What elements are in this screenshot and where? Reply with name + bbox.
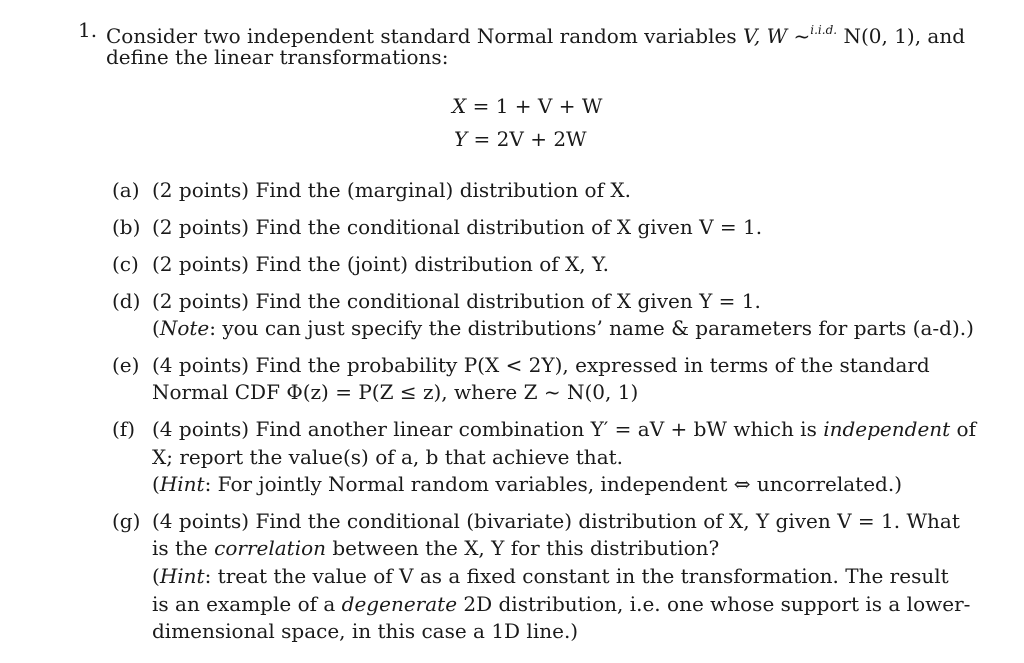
part-g-line-5: dimensional space, in this case a 1D line.) bbox=[152, 619, 579, 643]
part-f-text-b: of bbox=[950, 417, 977, 441]
part-g-points: (4 points) bbox=[152, 509, 250, 533]
part-c-text: Find the (joint) distribution of X, Y. bbox=[255, 252, 610, 276]
part-a-text: Find the (marginal) distribution of X. bbox=[255, 178, 631, 202]
part-g-hint-text: : treat the value of V as a fixed constant in the transformation. The result bbox=[204, 564, 949, 588]
part-e-line-2: Normal CDF Φ(z) = P(Z ≤ z), where Z ~ N(0, 1) bbox=[152, 380, 639, 404]
part-a-label: (a) bbox=[112, 178, 140, 202]
part-d-note-word: Note bbox=[159, 316, 210, 340]
part-g-line4-a: is an example of a bbox=[152, 592, 342, 616]
part-d bbox=[152, 287, 761, 315]
part-c-points: (2 points) bbox=[152, 252, 250, 276]
part-e-label: (e) bbox=[112, 353, 140, 377]
part-g-line2-a: is the bbox=[152, 536, 215, 560]
part-g-label: (g) bbox=[112, 509, 141, 533]
equation-y-rhs: = 2V + 2W bbox=[467, 127, 587, 151]
part-g-hint-word: Hint bbox=[159, 564, 205, 588]
part-f-label: (f) bbox=[112, 417, 136, 441]
equation-y-lhs: Y bbox=[454, 127, 468, 151]
part-g-line4-b: 2D distribution, i.e. one whose support is a lower- bbox=[457, 592, 971, 616]
part-a bbox=[152, 176, 631, 204]
part-f-text-em: independent bbox=[823, 417, 951, 441]
part-c bbox=[152, 250, 609, 278]
part-f bbox=[152, 415, 976, 443]
part-e bbox=[152, 351, 930, 379]
part-a-points: (2 points) bbox=[152, 178, 250, 202]
part-g-hint-open: ( bbox=[152, 564, 160, 588]
part-d-note-prefix: ( bbox=[152, 316, 160, 340]
part-f-text-a: Find another linear combination Y′ = aV + bW which is bbox=[255, 417, 824, 441]
part-g-hint bbox=[152, 562, 949, 590]
part-d-label: (d) bbox=[112, 289, 141, 313]
part-g-text: Find the conditional (bivariate) distribution of X, Y given V = 1. What bbox=[255, 509, 960, 533]
part-f-line-2: X; report the value(s) of a, b that achieve that. bbox=[152, 445, 624, 469]
part-d-points: (2 points) bbox=[152, 289, 250, 313]
equation-x-lhs: X bbox=[452, 94, 467, 118]
part-g-line2-b: between the X, Y for this distribution? bbox=[326, 536, 720, 560]
equation-y bbox=[454, 125, 587, 153]
equation-x bbox=[452, 92, 602, 120]
part-f-hint-text: : For jointly Normal random variables, independent ⇔ uncorrelated.) bbox=[204, 472, 902, 496]
part-d-note-text: : you can just specify the distributions’ name & parameters for parts (a-d).) bbox=[209, 316, 974, 340]
intro-line-2: define the linear transformations: bbox=[106, 45, 449, 69]
part-f-points: (4 points) bbox=[152, 417, 250, 441]
part-d-text: Find the conditional distribution of X given Y = 1. bbox=[255, 289, 761, 313]
part-f-hint-open: ( bbox=[152, 472, 160, 496]
part-g-line2-em: correlation bbox=[214, 536, 327, 560]
part-g-line-4 bbox=[152, 590, 970, 618]
part-g-line-2 bbox=[152, 534, 719, 562]
intro-text-b: N(0, 1), and bbox=[837, 24, 966, 48]
part-b-label: (b) bbox=[112, 215, 141, 239]
equation-x-rhs: = 1 + V + W bbox=[466, 94, 603, 118]
part-e-points: (4 points) bbox=[152, 353, 250, 377]
intro-vars: V, W bbox=[742, 24, 788, 48]
part-d-note bbox=[152, 314, 974, 342]
intro-text-a: Consider two independent standard Normal random variables bbox=[106, 24, 743, 48]
part-b bbox=[152, 213, 762, 241]
problem-number: 1. bbox=[78, 18, 98, 42]
part-b-text: Find the conditional distribution of X given V = 1. bbox=[255, 215, 763, 239]
part-f-hint-word: Hint bbox=[159, 472, 205, 496]
intro-iid: i.i.d. bbox=[810, 23, 838, 37]
part-c-label: (c) bbox=[112, 252, 139, 276]
part-b-points: (2 points) bbox=[152, 215, 250, 239]
part-e-text: Find the probability P(X < 2Y), expressed in terms of the standard bbox=[255, 353, 930, 377]
part-g bbox=[152, 507, 960, 535]
part-f-hint bbox=[152, 470, 902, 498]
intro-sim: ~ bbox=[793, 24, 811, 48]
part-g-line4-em: degenerate bbox=[341, 592, 458, 616]
